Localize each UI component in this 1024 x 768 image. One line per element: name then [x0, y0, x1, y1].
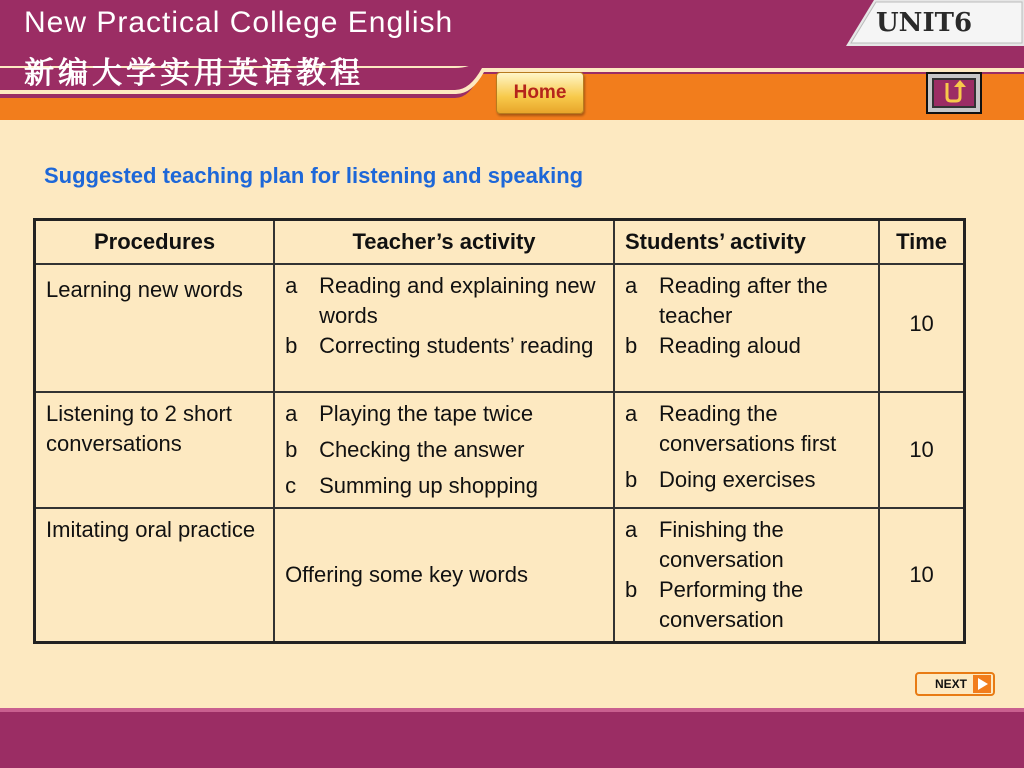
home-button[interactable]: Home — [496, 72, 584, 114]
item-marker: b — [285, 333, 298, 358]
column-header-students-activity: Students’ activity — [614, 220, 879, 265]
item-marker: a — [285, 401, 298, 426]
list-item — [285, 331, 603, 361]
item-marker: a — [624, 273, 638, 298]
procedure-cell — [35, 392, 275, 508]
list-item — [285, 271, 603, 331]
next-button[interactable] — [915, 672, 995, 696]
item-marker: a — [624, 401, 638, 426]
footer-divider — [0, 708, 1024, 712]
list-item — [625, 271, 868, 331]
next-label: NEXT — [935, 677, 968, 691]
time-value: 10 — [909, 437, 934, 462]
list-item — [625, 515, 868, 575]
unit-label: UNIT6 — [876, 8, 973, 38]
list-item — [285, 399, 603, 429]
item-text: Reading after the teacher — [658, 273, 828, 328]
back-button[interactable] — [926, 72, 982, 114]
time-cell — [879, 392, 964, 508]
time-value: 10 — [909, 311, 934, 336]
procedure-text: Imitating oral practice — [46, 517, 256, 542]
item-text: Reading aloud — [658, 333, 801, 358]
item-text: Checking the answer — [319, 437, 525, 462]
procedure-cell — [35, 508, 275, 643]
teacher-activity-cell — [274, 264, 614, 392]
table-row — [35, 392, 965, 508]
item-marker: c — [285, 473, 297, 498]
item-text: Reading and explaining new words — [319, 273, 596, 328]
page-heading: Suggested teaching plan for listening and speaking — [44, 163, 584, 188]
item-marker: a — [624, 517, 638, 542]
list-item — [285, 435, 603, 465]
time-cell — [879, 508, 964, 643]
procedure-cell — [35, 264, 275, 392]
time-cell — [879, 264, 964, 392]
students-activity-cell — [614, 392, 879, 508]
item-text: Summing up shopping — [319, 473, 538, 498]
item-text: Correcting students’ reading — [319, 333, 594, 358]
app-title: New Practical College English — [24, 6, 454, 39]
return-arrow-icon — [938, 77, 968, 105]
item-text: Performing the conversation — [658, 577, 804, 632]
column-header-procedures: Procedures — [35, 220, 275, 265]
teacher-activity-cell — [274, 508, 614, 643]
item-text: Finishing the conversation — [658, 517, 784, 572]
list-item — [625, 465, 868, 495]
item-marker: b — [624, 577, 638, 602]
play-arrow-icon — [973, 675, 991, 693]
column-header-time: Time — [879, 220, 964, 265]
table-row — [35, 264, 965, 392]
table-header-row — [35, 220, 965, 265]
procedure-text: Listening to 2 short conversations — [46, 401, 232, 456]
item-marker: b — [285, 437, 298, 462]
app-subtitle: 新编大学实用英语教程 — [24, 56, 364, 91]
list-item — [625, 399, 868, 459]
column-header-teacher-activity: Teacher’s activity — [274, 220, 614, 265]
item-text: Playing the tape twice — [319, 401, 534, 426]
item-text: Offering some key words — [285, 562, 528, 587]
time-value: 10 — [909, 562, 934, 587]
procedure-text: Learning new words — [46, 277, 243, 302]
students-activity-cell — [614, 264, 879, 392]
list-item — [285, 471, 603, 501]
students-activity-cell — [614, 508, 879, 643]
item-text: Doing exercises — [658, 467, 816, 492]
item-marker: b — [624, 333, 638, 358]
teaching-plan-table — [33, 218, 966, 644]
table-row — [35, 508, 965, 643]
list-item — [625, 575, 868, 635]
list-item — [625, 331, 868, 361]
footer-bar — [0, 708, 1024, 768]
teacher-activity-cell — [274, 392, 614, 508]
item-text: Reading the conversations first — [658, 401, 837, 456]
item-marker: a — [285, 273, 298, 298]
item-marker: b — [624, 467, 638, 492]
unit-badge — [846, 0, 1024, 50]
